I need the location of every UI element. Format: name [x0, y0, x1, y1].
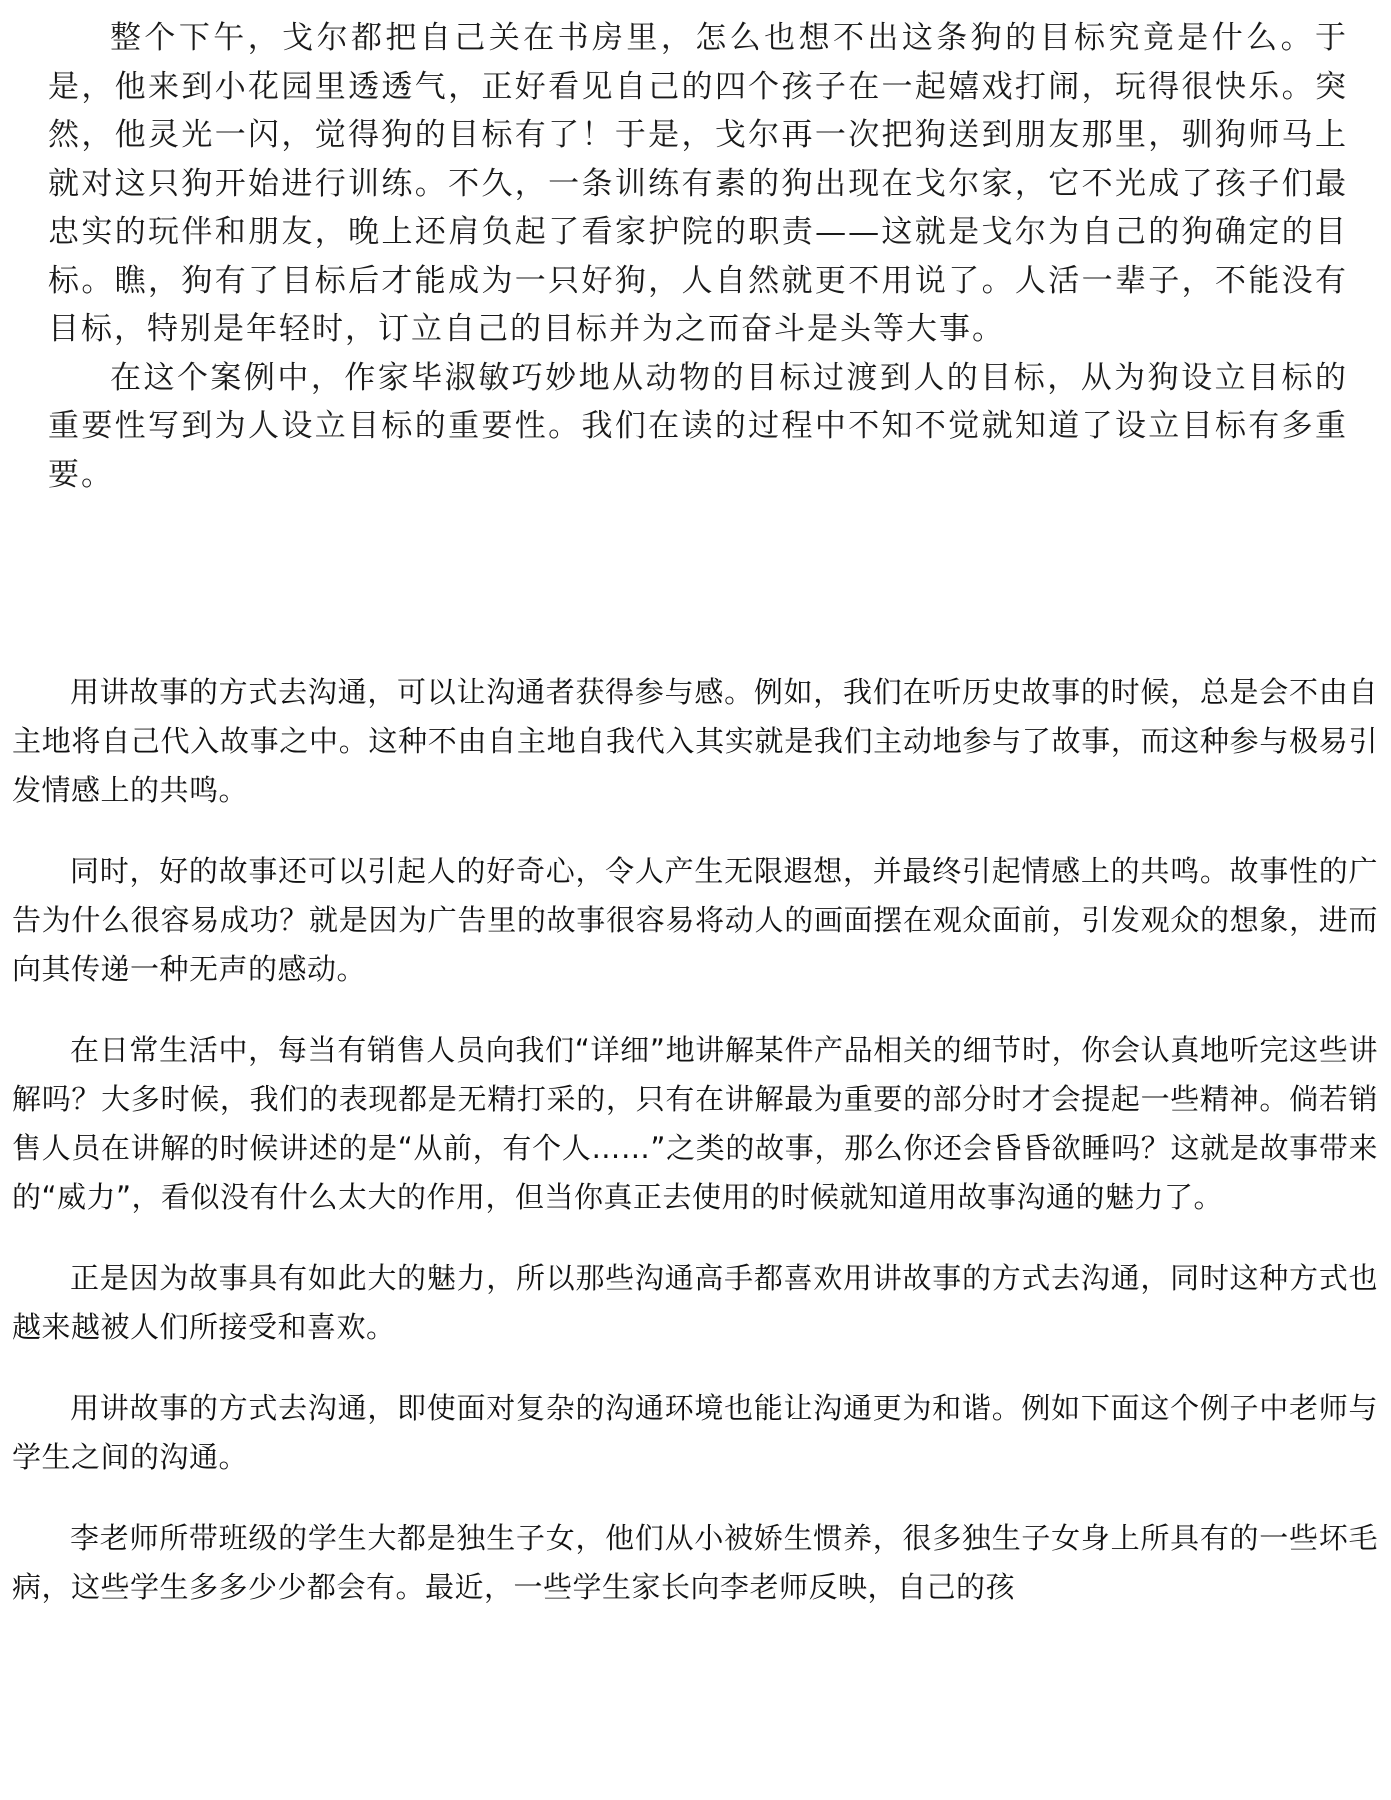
excerpt-paragraph: 在这个案例中，作家毕淑敏巧妙地从动物的目标过渡到人的目标，从为狗设立目标的重要性写到为人设立目标的重要性。我们在读的过程中不知不觉就知道了设立目标有多重要。: [48, 359, 1348, 493]
body-paragraph: 正是因为故事具有如此大的魅力，所以那些沟通高手都喜欢用讲故事的方式去沟通，同时这种方式也越来越被人们所接受和喜欢。: [12, 1261, 1378, 1344]
body-paragraph: 在日常生活中，每当有销售人员向我们“详细”地讲解某件产品相关的细节时，你会认真地听完这些讲解吗？大多时候，我们的表现都是无精打采的，只有在讲解最为重要的部分时才会提起一些精神。倘若销售人员在讲解的时候讲述的是“从前，有个人……”之类的故事，那么你还会昏昏欲睡吗？这就是故事带来的“威力”，看似没有什么太大的作用，但当你真正去使用的时候就知道用故事沟通的魅力了。: [12, 1033, 1378, 1214]
body-paragraph: 用讲故事的方式去沟通，即使面对复杂的沟通环境也能让沟通更为和谐。例如下面这个例子中老师与学生之间的沟通。: [12, 1391, 1378, 1474]
body-paragraph: 用讲故事的方式去沟通，可以让沟通者获得参与感。例如，我们在听历史故事的时候，总是会不由自主地将自己代入故事之中。这种不由自主地自我代入其实就是我们主动地参与了故事，而这种参与极易引发情感上的共鸣。: [12, 675, 1378, 807]
excerpt-paragraph: 整个下午，戈尔都把自己关在书房里，怎么也想不出这条狗的目标究竟是什么。于是，他来到小花园里透透气，正好看见自己的四个孩子在一起嬉戏打闹，玩得很快乐。突然，他灵光一闪，觉得狗的目标有了！于是，戈尔再一次把狗送到朋友那里，驯狗师马上就对这只狗开始进行训练。不久，一条训练有素的狗出现在戈尔家，它不光成了孩子们最忠实的玩伴和朋友，晚上还肩负起了看家护院的职责——这就是戈尔为自己的狗确定的目标。瞧，狗有了目标后才能成为一只好狗，人自然就更不用说了。人活一辈子，不能没有目标，特别是年轻时，订立自己的目标并为之而奋斗是头等大事。: [48, 20, 1348, 347]
body-paragraph: 李老师所带班级的学生大都是独生子女，他们从小被娇生惯养，很多独生子女身上所具有的一些坏毛病，这些学生多多少少都会有。最近，一些学生家长向李老师反映，自己的孩: [12, 1521, 1378, 1604]
body-paragraph: 同时，好的故事还可以引起人的好奇心，令人产生无限遐想，并最终引起情感上的共鸣。故事性的广告为什么很容易成功？就是因为广告里的故事很容易将动人的画面摆在观众面前，引发观众的想象，进而向其传递一种无声的感动。: [12, 854, 1378, 986]
quoted-excerpt: [48, 14, 1348, 499]
body-text: [12, 668, 1378, 1644]
